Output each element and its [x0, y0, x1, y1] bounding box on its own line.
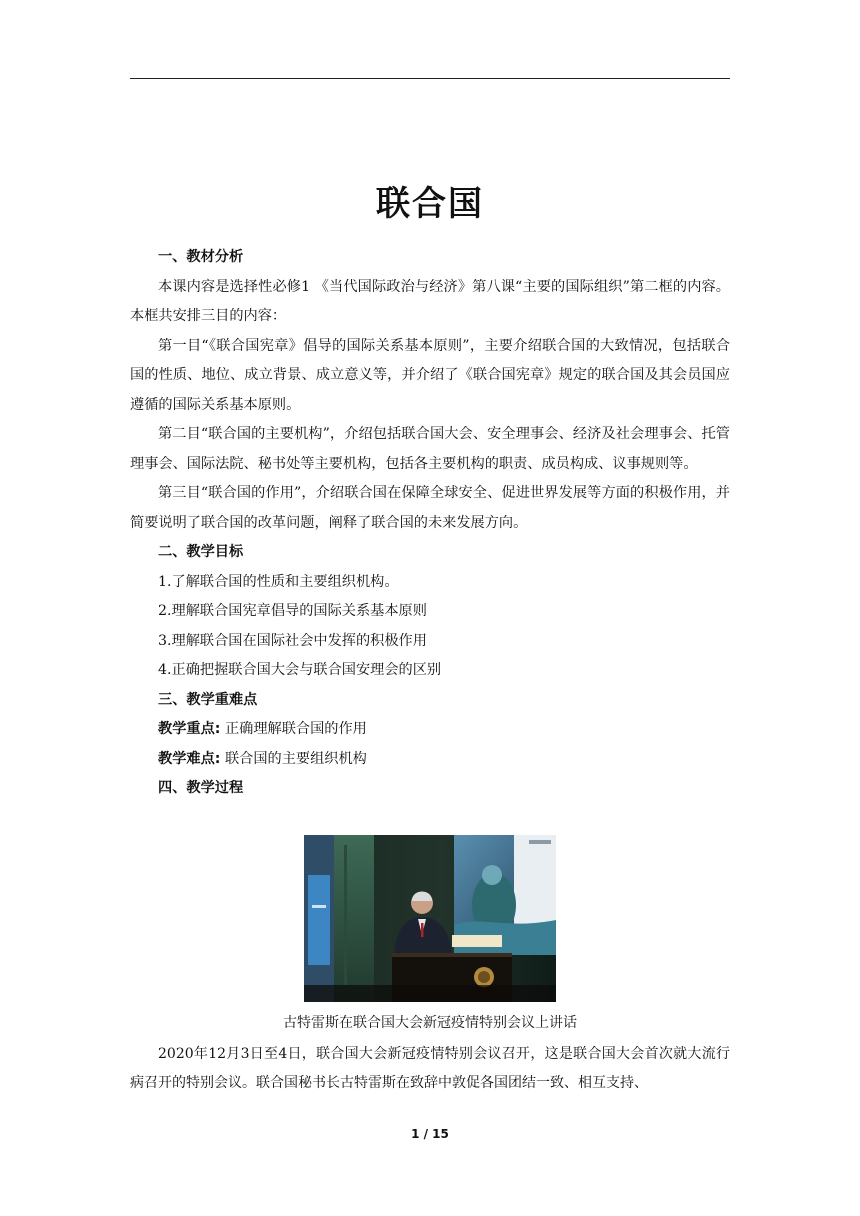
paragraph-intro: 本课内容是选择性必修1 《当代国际政治与经济》第八课“主要的国际组织”第二框的内容。本框共安排三目的内容：: [130, 278, 730, 324]
header-rule: [130, 78, 730, 79]
goal-item: 2.理解联合国宪章倡导的国际关系基本原则: [158, 603, 427, 619]
document-title: 联合国: [376, 184, 484, 224]
paragraph-special-session: 2020年12月3日至4日，联合国大会新冠疫情特别会议召开，这是联合国大会首次就大流行病召开的特别会议。联合国秘书长古特雷斯在致辞中敦促各国团结一致、相互支持、: [130, 1046, 730, 1091]
paragraph-second-topic: 第二目“联合国的主要机构”，介绍包括联合国大会、安全理事会、经济及社会理事会、托管理事会、国际法院、秘书处等主要机构，包括各主要机构的职责、成员构成、议事规则等。: [130, 426, 730, 472]
page-number: 1 / 15: [411, 1127, 449, 1141]
paragraph-third-topic: 第三目“联合国的作用”，介绍联合国在保障全球安全、促进世界发展等方面的积极作用，并简要说明了联合国的改革问题，阐释了联合国的未来发展方向。: [130, 485, 730, 531]
section-heading-goals: 二、教学目标: [158, 544, 244, 560]
difficulty-label: 教学难点:: [158, 750, 221, 767]
section-heading-analysis: 一、教材分析: [158, 249, 244, 265]
section-heading-key-points: 三、教学重难点: [158, 691, 258, 708]
document-body: [130, 243, 730, 804]
section-heading-process: 四、教学过程: [158, 780, 244, 796]
key-point-text: 正确理解联合国的作用: [224, 721, 367, 737]
difficulty-text: 联合国的主要组织机构: [224, 750, 367, 767]
photo-caption: 古特雷斯在联合国大会新冠疫情特别会议上讲话: [283, 1015, 577, 1031]
paragraph-first-topic: 第一目“《联合国宪章》倡导的国际关系基本原则”，主要介绍联合国的大致情况，包括联合国的性质、地位、成立背景、成立意义等，并介绍了《联合国宪章》规定的联合国及其会员国应遵循的国际关系基本原则。: [130, 337, 730, 413]
difficulty-line: [130, 745, 730, 775]
goal-item: 3.理解联合国在国际社会中发挥的积极作用: [158, 632, 427, 649]
key-point-label: 教学重点:: [158, 721, 221, 737]
goal-item: 1.了解联合国的性质和主要组织机构。: [158, 573, 399, 590]
un-general-assembly-photo: [304, 835, 556, 1002]
goal-item: 4.正确把握联合国大会与联合国安理会的区别: [158, 662, 442, 678]
key-point-line: [130, 715, 730, 745]
process-body: [130, 1040, 730, 1098]
